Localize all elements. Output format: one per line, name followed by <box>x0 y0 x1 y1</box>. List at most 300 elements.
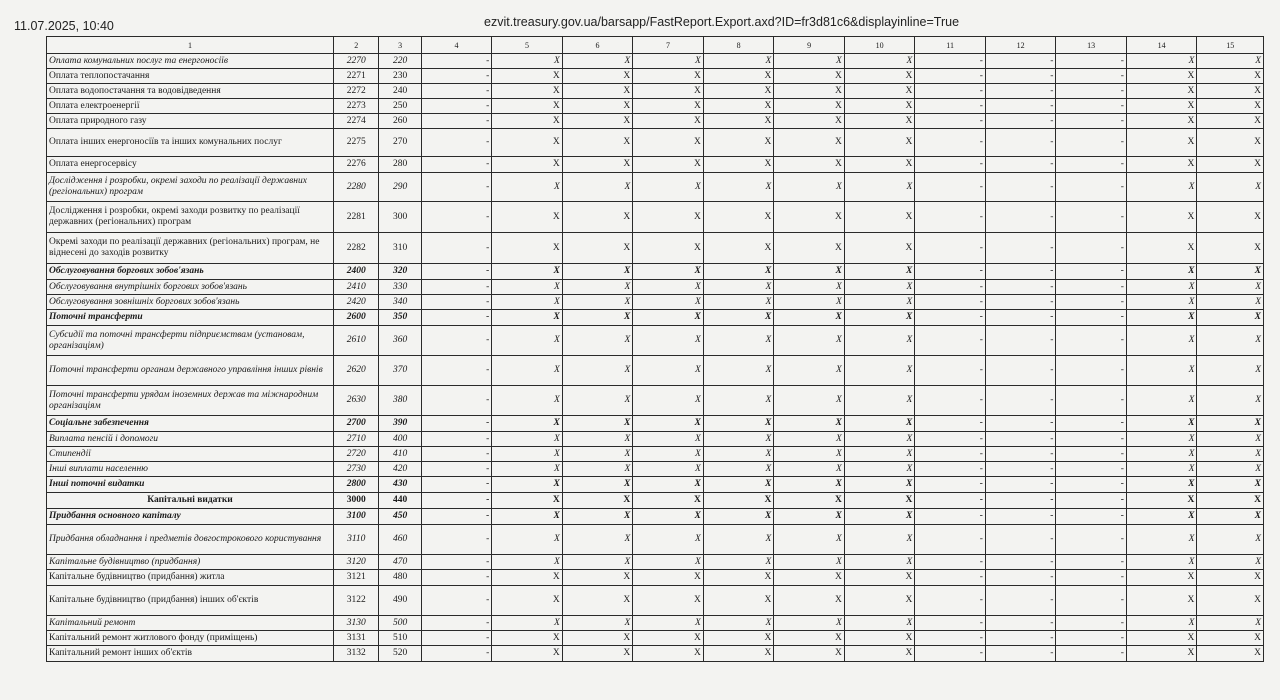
value-cell: X <box>492 310 563 326</box>
line-code: 290 <box>379 173 421 202</box>
value-cell: X <box>492 280 563 295</box>
expense-name: Оплата теплопостачання <box>47 69 334 84</box>
value-cell: X <box>1197 616 1264 631</box>
value-cell: X <box>844 462 915 477</box>
value-cell: - <box>1056 586 1127 616</box>
line-code: 510 <box>379 631 421 646</box>
value-cell: - <box>1056 447 1127 462</box>
value-cell: X <box>703 386 774 416</box>
value-cell: - <box>985 570 1056 586</box>
value-cell: X <box>492 173 563 202</box>
column-number: 12 <box>985 37 1056 54</box>
value-cell: X <box>492 69 563 84</box>
value-cell: - <box>915 631 986 646</box>
table-row <box>47 310 1264 326</box>
value-cell: X <box>562 570 633 586</box>
value-cell: X <box>1126 356 1197 386</box>
value-cell: X <box>492 477 563 493</box>
value-cell: - <box>915 570 986 586</box>
value-cell: X <box>492 555 563 570</box>
table-row <box>47 616 1264 631</box>
value-cell: X <box>633 416 704 432</box>
column-number: 5 <box>492 37 563 54</box>
value-cell: - <box>985 157 1056 173</box>
value-cell: X <box>774 432 845 447</box>
value-cell: - <box>985 310 1056 326</box>
value-cell: - <box>1056 157 1127 173</box>
value-cell: - <box>421 157 492 173</box>
value-cell: X <box>703 416 774 432</box>
value-cell: X <box>1126 99 1197 114</box>
value-cell: X <box>492 416 563 432</box>
value-cell: - <box>985 326 1056 356</box>
value-cell: - <box>421 570 492 586</box>
value-cell: - <box>421 509 492 525</box>
value-cell: - <box>421 386 492 416</box>
expense-name: Поточні трансферти урядам іноземних держав та міжнародним організаціям <box>47 386 334 416</box>
expense-name: Дослідження і розробки, окремі заходи розвитку по реалізації державних (регіональних) програм <box>47 202 334 233</box>
value-cell: X <box>774 477 845 493</box>
value-cell: - <box>915 386 986 416</box>
line-code: 230 <box>379 69 421 84</box>
value-cell: X <box>774 114 845 129</box>
line-code: 410 <box>379 447 421 462</box>
line-code: 270 <box>379 129 421 157</box>
value-cell: X <box>774 326 845 356</box>
value-cell: X <box>1197 477 1264 493</box>
value-cell: X <box>703 54 774 69</box>
value-cell: - <box>985 555 1056 570</box>
value-cell: X <box>844 356 915 386</box>
value-cell: - <box>915 416 986 432</box>
value-cell: X <box>1197 310 1264 326</box>
kekv-code: 2400 <box>334 264 379 280</box>
value-cell: X <box>1126 295 1197 310</box>
value-cell: X <box>844 173 915 202</box>
value-cell: X <box>774 586 845 616</box>
value-cell: X <box>633 432 704 447</box>
value-cell: - <box>421 173 492 202</box>
line-code: 370 <box>379 356 421 386</box>
value-cell: - <box>915 509 986 525</box>
value-cell: X <box>1197 157 1264 173</box>
value-cell: X <box>844 525 915 555</box>
table-row <box>47 280 1264 295</box>
value-cell: X <box>844 416 915 432</box>
value-cell: X <box>844 646 915 662</box>
value-cell: - <box>985 233 1056 264</box>
value-cell: X <box>1126 616 1197 631</box>
expense-name: Оплата енергосервісу <box>47 157 334 173</box>
value-cell: X <box>1126 525 1197 555</box>
value-cell: X <box>844 295 915 310</box>
value-cell: X <box>492 631 563 646</box>
column-number: 15 <box>1197 37 1264 54</box>
expense-name: Соціальне забезпечення <box>47 416 334 432</box>
value-cell: X <box>1126 586 1197 616</box>
value-cell: - <box>985 202 1056 233</box>
value-cell: X <box>774 233 845 264</box>
value-cell: X <box>492 84 563 99</box>
value-cell: X <box>1126 432 1197 447</box>
value-cell: X <box>774 54 845 69</box>
value-cell: X <box>1197 356 1264 386</box>
value-cell: X <box>1197 264 1264 280</box>
value-cell: - <box>915 202 986 233</box>
value-cell: X <box>633 586 704 616</box>
value-cell: - <box>915 54 986 69</box>
value-cell: X <box>562 462 633 477</box>
kekv-code: 2280 <box>334 173 379 202</box>
column-number: 3 <box>379 37 421 54</box>
value-cell: X <box>703 525 774 555</box>
value-cell: X <box>844 202 915 233</box>
value-cell: - <box>1056 310 1127 326</box>
value-cell: - <box>1056 432 1127 447</box>
value-cell: X <box>774 416 845 432</box>
value-cell: - <box>915 129 986 157</box>
value-cell: X <box>703 477 774 493</box>
value-cell: X <box>1126 54 1197 69</box>
line-code: 440 <box>379 493 421 509</box>
expense-name: Окремі заходи по реалізації державних (регіональних) програм, не віднесені до заходів розвитку <box>47 233 334 264</box>
value-cell: X <box>1197 202 1264 233</box>
value-cell: - <box>915 646 986 662</box>
value-cell: X <box>1126 509 1197 525</box>
value-cell: X <box>492 202 563 233</box>
value-cell: X <box>633 114 704 129</box>
column-number: 10 <box>844 37 915 54</box>
value-cell: X <box>844 280 915 295</box>
value-cell: X <box>844 447 915 462</box>
expense-name: Обслуговування боргових зобов'язань <box>47 264 334 280</box>
expense-name: Дослідження і розробки, окремі заходи по реалізації державних (регіональних) програм <box>47 173 334 202</box>
expense-name: Капітальне будівництво (придбання) житла <box>47 570 334 586</box>
value-cell: - <box>1056 356 1127 386</box>
value-cell: X <box>562 586 633 616</box>
value-cell: X <box>703 326 774 356</box>
table-body <box>47 37 1264 662</box>
value-cell: X <box>633 84 704 99</box>
value-cell: X <box>1197 493 1264 509</box>
value-cell: X <box>1197 280 1264 295</box>
line-code: 330 <box>379 280 421 295</box>
value-cell: - <box>985 631 1056 646</box>
value-cell: X <box>1126 114 1197 129</box>
value-cell: X <box>703 84 774 99</box>
table-row <box>47 386 1264 416</box>
line-code: 250 <box>379 99 421 114</box>
value-cell: X <box>492 295 563 310</box>
value-cell: - <box>421 129 492 157</box>
kekv-code: 2410 <box>334 280 379 295</box>
value-cell: X <box>633 509 704 525</box>
value-cell: - <box>421 416 492 432</box>
table-row <box>47 356 1264 386</box>
line-code: 460 <box>379 525 421 555</box>
value-cell: X <box>774 631 845 646</box>
value-cell: - <box>1056 616 1127 631</box>
column-number: 11 <box>915 37 986 54</box>
value-cell: - <box>915 477 986 493</box>
value-cell: X <box>1126 477 1197 493</box>
value-cell: X <box>633 54 704 69</box>
value-cell: X <box>1126 555 1197 570</box>
expense-name: Оплата природного газу <box>47 114 334 129</box>
value-cell: X <box>562 129 633 157</box>
line-code: 380 <box>379 386 421 416</box>
value-cell: X <box>562 114 633 129</box>
value-cell: X <box>703 646 774 662</box>
value-cell: - <box>1056 173 1127 202</box>
kekv-code: 2282 <box>334 233 379 264</box>
expense-name: Оплата водопостачання та водовідведення <box>47 84 334 99</box>
column-number: 7 <box>633 37 704 54</box>
value-cell: X <box>1197 386 1264 416</box>
value-cell: - <box>985 69 1056 84</box>
expense-name: Субсидії та поточні трансферти підприємствам (установам, організаціям) <box>47 326 334 356</box>
line-code: 220 <box>379 54 421 69</box>
kekv-code: 2275 <box>334 129 379 157</box>
value-cell: X <box>633 386 704 416</box>
value-cell: X <box>562 432 633 447</box>
value-cell: X <box>1126 631 1197 646</box>
value-cell: X <box>844 84 915 99</box>
table-row <box>47 295 1264 310</box>
expense-name: Поточні трансферти <box>47 310 334 326</box>
value-cell: - <box>1056 493 1127 509</box>
value-cell: - <box>985 462 1056 477</box>
value-cell: X <box>1197 525 1264 555</box>
value-cell: X <box>844 99 915 114</box>
value-cell: - <box>985 280 1056 295</box>
value-cell: X <box>844 432 915 447</box>
value-cell: X <box>562 631 633 646</box>
value-cell: X <box>1126 84 1197 99</box>
kekv-code: 3130 <box>334 616 379 631</box>
column-number: 13 <box>1056 37 1127 54</box>
kekv-code: 3120 <box>334 555 379 570</box>
value-cell: - <box>1056 99 1127 114</box>
value-cell: - <box>1056 631 1127 646</box>
table-row <box>47 462 1264 477</box>
value-cell: X <box>844 586 915 616</box>
value-cell: - <box>985 432 1056 447</box>
value-cell: X <box>1197 129 1264 157</box>
value-cell: - <box>915 295 986 310</box>
column-number: 9 <box>774 37 845 54</box>
value-cell: X <box>844 114 915 129</box>
expense-name: Оплата комунальних послуг та енергоносіїв <box>47 54 334 69</box>
print-timestamp: 11.07.2025, 10:40 <box>14 19 114 33</box>
value-cell: X <box>562 555 633 570</box>
value-cell: X <box>1126 173 1197 202</box>
report-table <box>46 36 1264 662</box>
value-cell: - <box>915 326 986 356</box>
value-cell: - <box>1056 295 1127 310</box>
report-table-container <box>46 36 1264 700</box>
kekv-code: 2610 <box>334 326 379 356</box>
value-cell: X <box>1197 447 1264 462</box>
kekv-code: 3121 <box>334 570 379 586</box>
value-cell: - <box>915 447 986 462</box>
value-cell: - <box>985 295 1056 310</box>
value-cell: X <box>844 233 915 264</box>
value-cell: X <box>492 386 563 416</box>
table-row <box>47 54 1264 69</box>
value-cell: X <box>492 646 563 662</box>
value-cell: X <box>703 69 774 84</box>
value-cell: X <box>844 129 915 157</box>
value-cell: - <box>985 616 1056 631</box>
value-cell: X <box>844 477 915 493</box>
kekv-code: 2730 <box>334 462 379 477</box>
value-cell: - <box>915 173 986 202</box>
value-cell: X <box>633 310 704 326</box>
value-cell: - <box>1056 84 1127 99</box>
value-cell: - <box>915 69 986 84</box>
value-cell: - <box>985 477 1056 493</box>
value-cell: X <box>703 99 774 114</box>
value-cell: X <box>844 631 915 646</box>
table-row <box>47 157 1264 173</box>
value-cell: X <box>1126 264 1197 280</box>
value-cell: X <box>492 129 563 157</box>
table-row <box>47 646 1264 662</box>
value-cell: - <box>421 477 492 493</box>
table-row <box>47 129 1264 157</box>
value-cell: X <box>492 525 563 555</box>
value-cell: X <box>1197 570 1264 586</box>
value-cell: - <box>915 462 986 477</box>
table-row <box>47 525 1264 555</box>
value-cell: - <box>985 264 1056 280</box>
value-cell: X <box>1126 157 1197 173</box>
value-cell: X <box>1197 462 1264 477</box>
value-cell: - <box>1056 462 1127 477</box>
kekv-code: 2420 <box>334 295 379 310</box>
value-cell: - <box>985 356 1056 386</box>
expense-name: Капітальний ремонт житлового фонду (приміщень) <box>47 631 334 646</box>
expense-name: Інші поточні видатки <box>47 477 334 493</box>
line-code: 340 <box>379 295 421 310</box>
value-cell: X <box>774 264 845 280</box>
kekv-code: 2800 <box>334 477 379 493</box>
value-cell: X <box>774 173 845 202</box>
value-cell: X <box>562 233 633 264</box>
value-cell: X <box>703 157 774 173</box>
value-cell: X <box>633 447 704 462</box>
value-cell: X <box>774 525 845 555</box>
column-number: 4 <box>421 37 492 54</box>
value-cell: X <box>703 432 774 447</box>
table-row <box>47 631 1264 646</box>
kekv-code: 3000 <box>334 493 379 509</box>
column-number: 8 <box>703 37 774 54</box>
value-cell: X <box>703 129 774 157</box>
line-code: 520 <box>379 646 421 662</box>
value-cell: - <box>1056 477 1127 493</box>
kekv-code: 2274 <box>334 114 379 129</box>
value-cell: - <box>985 173 1056 202</box>
table-row <box>47 416 1264 432</box>
expense-name: Обслуговування зовнішніх боргових зобов'язань <box>47 295 334 310</box>
value-cell: X <box>562 477 633 493</box>
value-cell: X <box>562 173 633 202</box>
value-cell: X <box>492 462 563 477</box>
value-cell: X <box>633 280 704 295</box>
value-cell: X <box>703 356 774 386</box>
value-cell: X <box>1197 432 1264 447</box>
value-cell: X <box>1126 310 1197 326</box>
value-cell: X <box>1197 646 1264 662</box>
value-cell: - <box>421 84 492 99</box>
value-cell: X <box>1197 99 1264 114</box>
value-cell: - <box>1056 280 1127 295</box>
kekv-code: 2272 <box>334 84 379 99</box>
expense-name: Придбання обладнання і предметів довгострокового користування <box>47 525 334 555</box>
value-cell: - <box>985 525 1056 555</box>
value-cell: - <box>915 233 986 264</box>
line-code: 280 <box>379 157 421 173</box>
table-row <box>47 432 1264 447</box>
line-code: 320 <box>379 264 421 280</box>
value-cell: X <box>1126 129 1197 157</box>
expense-name: Виплата пенсій і допомоги <box>47 432 334 447</box>
value-cell: X <box>1126 493 1197 509</box>
expense-name: Поточні трансферти органам державного управління інших рівнів <box>47 356 334 386</box>
value-cell: - <box>915 432 986 447</box>
value-cell: X <box>562 264 633 280</box>
value-cell: X <box>703 202 774 233</box>
value-cell: - <box>421 264 492 280</box>
value-cell: X <box>492 114 563 129</box>
value-cell: X <box>492 586 563 616</box>
value-cell: X <box>633 555 704 570</box>
value-cell: - <box>985 493 1056 509</box>
table-row <box>47 233 1264 264</box>
value-cell: X <box>1126 447 1197 462</box>
value-cell: - <box>985 54 1056 69</box>
value-cell: X <box>562 356 633 386</box>
value-cell: - <box>915 264 986 280</box>
value-cell: X <box>703 264 774 280</box>
value-cell: - <box>915 493 986 509</box>
value-cell: X <box>562 509 633 525</box>
value-cell: X <box>703 570 774 586</box>
value-cell: - <box>421 99 492 114</box>
kekv-code: 2600 <box>334 310 379 326</box>
value-cell: X <box>1197 326 1264 356</box>
value-cell: X <box>562 616 633 631</box>
value-cell: - <box>421 69 492 84</box>
table-row <box>47 264 1264 280</box>
value-cell: X <box>1126 202 1197 233</box>
line-code: 350 <box>379 310 421 326</box>
expense-name: Обслуговування внутрішніх боргових зобов'язань <box>47 280 334 295</box>
value-cell: - <box>1056 525 1127 555</box>
value-cell: X <box>774 295 845 310</box>
value-cell: X <box>633 326 704 356</box>
line-code: 260 <box>379 114 421 129</box>
value-cell: X <box>774 99 845 114</box>
value-cell: X <box>703 114 774 129</box>
value-cell: X <box>492 432 563 447</box>
value-cell: X <box>633 157 704 173</box>
value-cell: X <box>633 69 704 84</box>
value-cell: X <box>774 280 845 295</box>
table-row <box>47 586 1264 616</box>
